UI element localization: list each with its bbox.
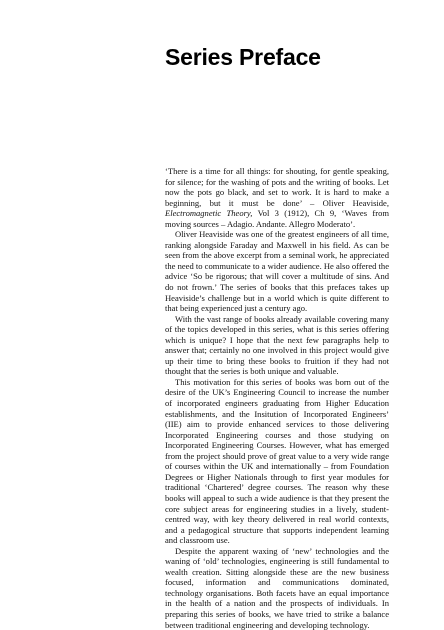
paragraph-motivation: This motivation for this series of books was born out of the desire of the UK’s Engineering Council to increase the number of incorporated engineers graduating from Higher Education establishments, and the Insitution of Incorporated Engineers’ (IIE) aim to provide enhanced services to those delivering Incorporated Engineering courses and those studying on Incorporated Engineering Courses. However, what has emerged from the project should prove of great value to a very wide range of courses within the UK and internationally – from Foundation Degrees or Higher Nationals through to first year modules for traditional ‘Chartered’ degree courses. The reason why these books will appeal to such a wide audience is that they present the core subject areas for engineering studies in a lively, student-centred way, with key theory delivered in real world contexts, and a pedagogical structure that supports independent learning and classroom use. — [165, 376, 389, 546]
quote-citation: Vol 3 (1912), Ch 9, ‘Waves from moving sources – Adagio. Andante. Allegro Moderato’. — [165, 208, 389, 229]
page-title: Series Preface — [165, 44, 321, 70]
quote-paragraph — [165, 166, 389, 229]
paragraph-technologies: Despite the apparent waxing of ‘new’ technologies and the waning of ‘old’ technologies, engineering is still fundamental to wealth creation. Sitting alongside these are the new business focused, information and communications dominated, technology organisations. Both facets have an equal importance in the health of a nation and the prospects of individuals. In preparing this series of books, we have tried to strike a balance between traditional engineering and developing technology. — [165, 545, 389, 630]
quote-source-title: Electromagnetic Theory, — [165, 208, 253, 219]
paragraph-unique: With the vast range of books already available covering many of the topics developed in this series, what is this series offering which is unique? I hope that the next few paragraphs help to answer that; certainly no one involved in this project would give up their time to bring these books to fruition if they had not thought that the series is both unique and valuable. — [165, 313, 389, 377]
preface-body — [165, 166, 389, 630]
quote-text: ‘There is a time for all things: for shouting, for gentle speaking, for silence; for the washing of pots and the writing of books. Let now the pots go black, and set to work. It is hard to make a beginning, but it must be done’ – Oliver Heaviside, — [165, 166, 389, 208]
paragraph-heaviside: Oliver Heaviside was one of the greatest engineers of all time, ranking alongside Faraday and Maxwell in his field. As can be seen from the above excerpt from a seminal work, he appreciated the need to communicate to a wider audience. He also offered the advice ‘So be rigorous; that will cover a multitude of sins. And do not frown.’ The series of books that this prefaces takes up Heaviside’s challenge but in a world which is quite different to that being experienced just a century ago. — [165, 229, 389, 314]
